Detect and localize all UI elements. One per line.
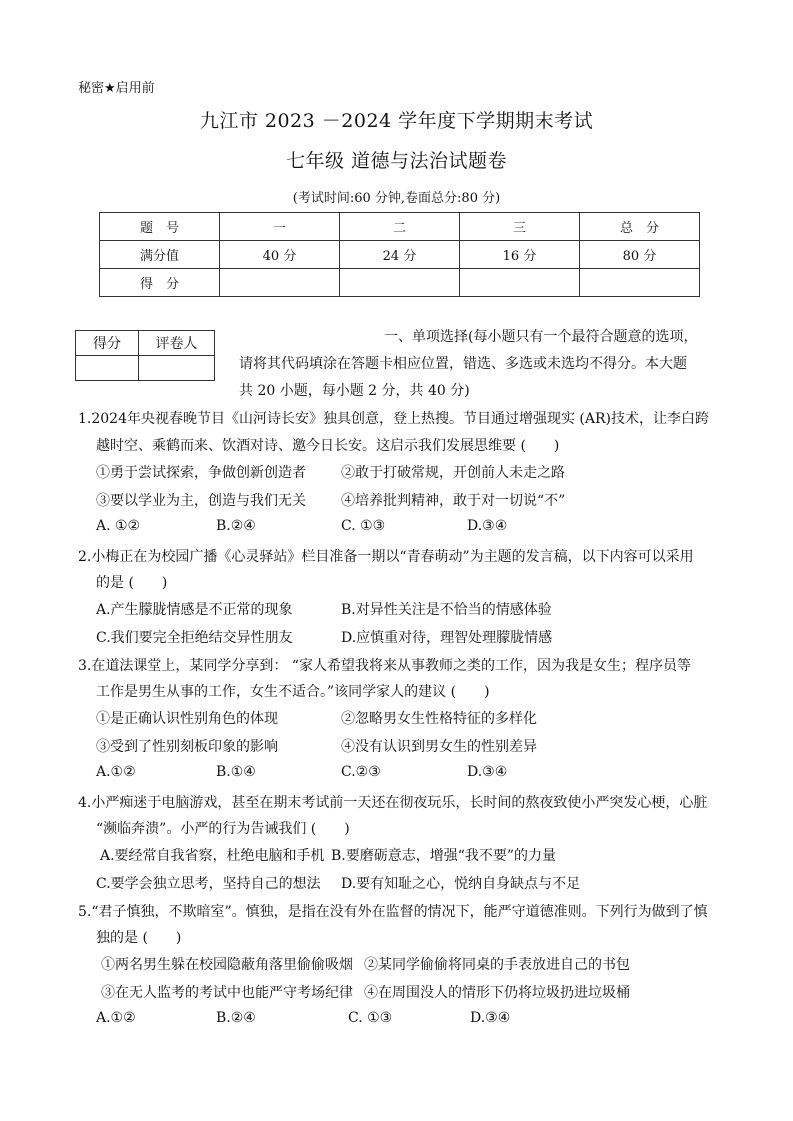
- statement-item: ④培养批判精神，敢于对一切说“不”: [341, 493, 566, 509]
- score-entry-cell[interactable]: [76, 356, 139, 381]
- score-entry-cell[interactable]: [340, 269, 460, 297]
- grader-box: [75, 330, 215, 381]
- answer-choice[interactable]: B.①④: [216, 764, 256, 780]
- answer-choice[interactable]: C.要学会独立思考，坚持自己的想法: [96, 876, 321, 892]
- section-instructions: 请将其代码填涂在答题卡相应位置，错选、多选或未选均不得分。本大题: [239, 356, 687, 372]
- question-stem: 3.在道法课堂上，某同学分享到： “家人希望我将来从事教师之类的工作，因为我是女生；程序员等: [78, 658, 691, 674]
- question-stem: “濒临奔溃”。小严的行为告诫我们 ( ): [96, 821, 350, 837]
- question-stem: 独的是 ( ): [96, 930, 182, 946]
- question-stem: 2.小梅正在为校园广播《心灵驿站》栏目准备一期以“青春萌动”为主题的发言稿，以下内容可以采用: [78, 549, 694, 565]
- statement-item: ②某同学偷偷将同桌的手表放进自己的书包: [364, 957, 630, 973]
- statement-item: ①勇于尝试探索，争做创新创造者: [96, 465, 306, 481]
- statement-item: ③在无人监考的考试中也能严守考场纪律: [101, 985, 353, 1001]
- column-header: 三: [460, 213, 580, 241]
- section-instructions: 一、单项选择(每小题只有一个最符合题意的选项，: [384, 329, 698, 345]
- statement-item: ③受到了性别刻板印象的影响: [96, 739, 278, 755]
- question-stem: 5.“君子慎独，不欺暗室”。慎独，是指在没有外在监督的情况下，能严守道德准则。下列行为做到了慎: [78, 904, 708, 920]
- score-table: [99, 212, 700, 297]
- answer-choice[interactable]: A.产生朦胧情感是不正常的现象: [96, 602, 293, 618]
- answer-choice[interactable]: B.对异性关注是不恰当的情感体验: [341, 602, 552, 618]
- score-table-row: [100, 213, 700, 241]
- column-header: 二: [340, 213, 460, 241]
- score-table-row: [100, 269, 700, 297]
- full-score-cell: 80 分: [580, 241, 700, 269]
- answer-choice[interactable]: D.③④: [467, 518, 508, 534]
- statement-item: ②忽略男女生性格特征的多样化: [341, 711, 537, 727]
- row-header: 题 号: [100, 213, 220, 241]
- answer-choice[interactable]: C. ①③: [348, 1010, 393, 1026]
- answer-choice[interactable]: C.②③: [341, 764, 381, 780]
- exam-info: (考试时间:60 分钟,卷面总分:80 分): [292, 191, 501, 206]
- exam-subtitle: 七年级 道德与法治试题卷: [285, 150, 508, 172]
- question-stem: 越时空、乘鹤而来、饮酒对诗、邀今日长安。这启示我们发展思维要 ( ): [96, 438, 560, 454]
- section-instructions: 共 20 小题，每小题 2 分，共 40 分): [239, 383, 470, 399]
- column-header: 一: [220, 213, 340, 241]
- score-entry-cell[interactable]: [220, 269, 340, 297]
- score-entry-cell[interactable]: [460, 269, 580, 297]
- question-stem: 1.2024年央视春晚节目《山河诗长安》独具创意，登上热搜。节目通过增强现实 (AR)技术，让李白跨: [78, 411, 710, 427]
- answer-choice[interactable]: D.应慎重对待，理智处理朦胧情感: [341, 630, 553, 646]
- row-header: 得 分: [100, 269, 220, 297]
- question-stem: 4.小严痴迷于电脑游戏，甚至在期末考试前一天还在彻夜玩乐，长时间的熬夜致使小严突发心梗，心脏: [78, 795, 708, 811]
- question-stem: 的是 ( ): [96, 575, 168, 591]
- grader-label: 评卷人: [139, 331, 215, 356]
- answer-choice[interactable]: D.③④: [467, 764, 508, 780]
- statement-item: ①两名男生躲在校园隐蔽角落里偷偷吸烟: [101, 957, 353, 973]
- answer-choice[interactable]: A.①②: [96, 764, 136, 780]
- answer-choice[interactable]: B.②④: [216, 518, 256, 534]
- statement-item: ③要以学业为主，创造与我们无关: [96, 493, 306, 509]
- answer-choice[interactable]: A.要经常自我省察，杜绝电脑和手机: [100, 848, 325, 864]
- statement-item: ④没有认识到男女生的性别差异: [341, 739, 537, 755]
- statement-item: ①是正确认识性别角色的体现: [96, 711, 278, 727]
- answer-choice[interactable]: A. ①②: [96, 518, 141, 534]
- answer-choice[interactable]: D.③④: [470, 1010, 511, 1026]
- statement-item: ②敢于打破常规，开创前人未走之路: [341, 465, 565, 481]
- score-label: 得分: [76, 331, 139, 356]
- answer-choice[interactable]: D.要有知耻之心，悦纳自身缺点与不足: [341, 876, 581, 892]
- statement-item: ④在周围没人的情形下仍将垃圾扔进垃圾桶: [364, 985, 630, 1001]
- question-stem: 工作是男生从事的工作，女生不适合。”该同学家人的建议 ( ): [96, 684, 490, 700]
- score-table-row: [100, 241, 700, 269]
- answer-choice[interactable]: C.我们要完全拒绝结交异性朋友: [96, 630, 293, 646]
- answer-choice[interactable]: A.①②: [96, 1010, 136, 1026]
- answer-choice[interactable]: C. ①③: [341, 518, 386, 534]
- score-entry-cell[interactable]: [580, 269, 700, 297]
- full-score-cell: 16 分: [460, 241, 580, 269]
- column-header: 总 分: [580, 213, 700, 241]
- answer-choice[interactable]: B.要磨砺意志，增强“我不要”的力量: [331, 848, 557, 864]
- answer-choice[interactable]: B.②④: [216, 1010, 256, 1026]
- confidential-label: 秘密★启用前: [78, 81, 155, 96]
- row-header: 满分值: [100, 241, 220, 269]
- full-score-cell: 40 分: [220, 241, 340, 269]
- full-score-cell: 24 分: [340, 241, 460, 269]
- grader-entry-cell[interactable]: [139, 356, 215, 381]
- exam-title: 九江市 2023 －2024 学年度下学期期末考试: [199, 110, 594, 132]
